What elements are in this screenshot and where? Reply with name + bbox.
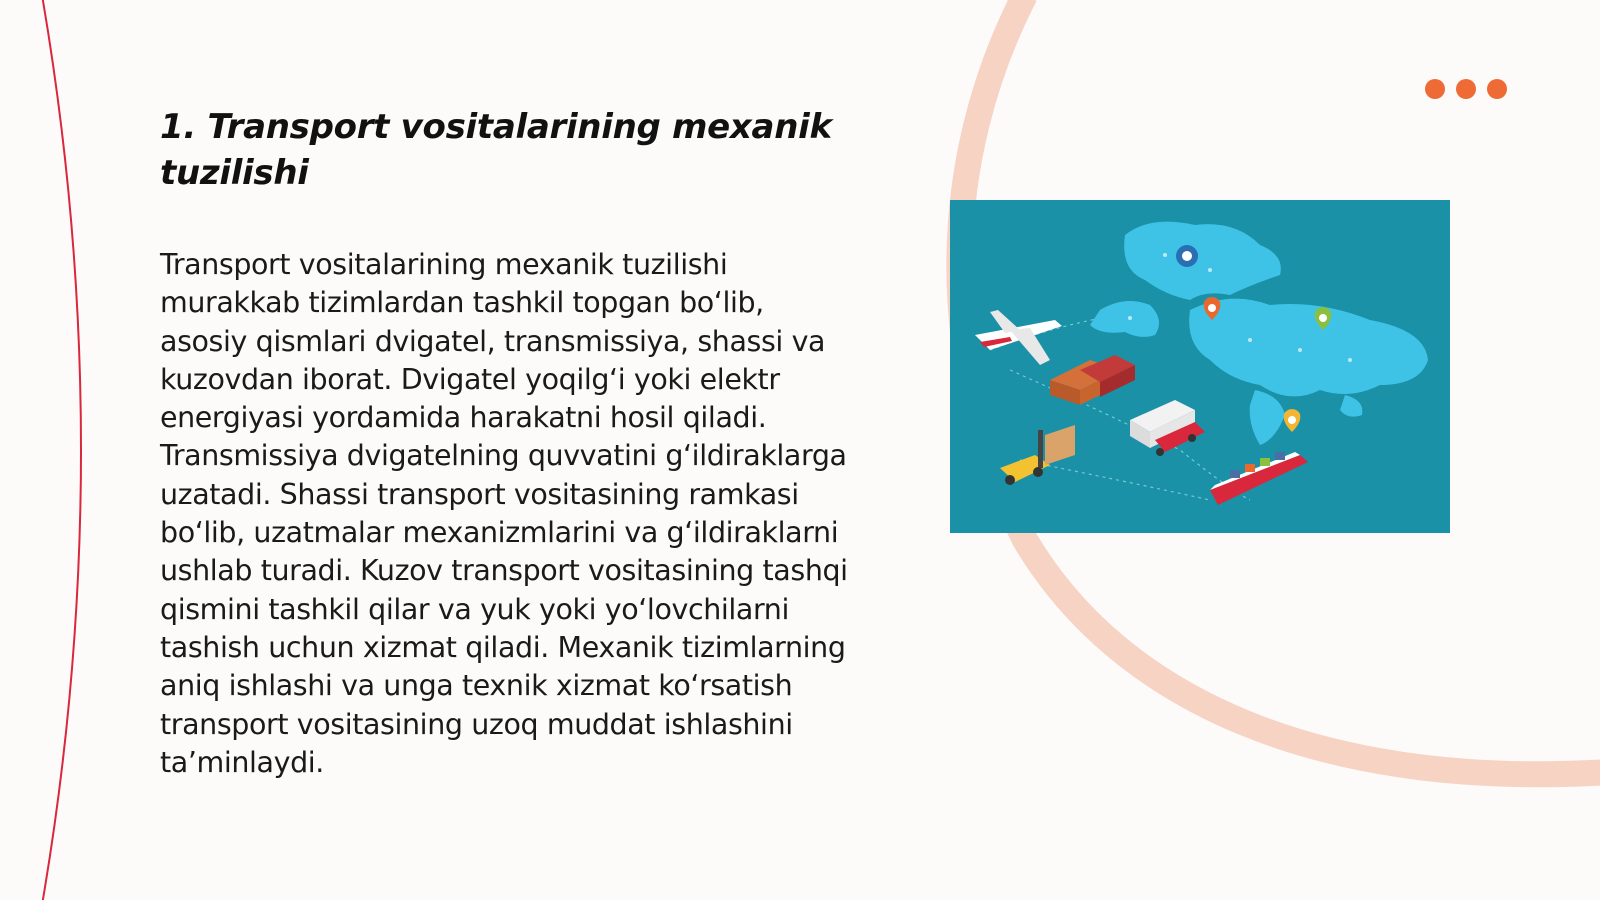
logistics-map-image [950,200,1450,533]
dot [1425,79,1445,99]
slide-title: 1. Transport vositalarining mexanik tuzilishi [160,107,832,193]
dot [1487,79,1507,99]
logistics-illustration [950,200,1450,533]
dot [1456,79,1476,99]
more-dots-icon [1425,79,1507,99]
slide-body-text: Transport vositalarining mexanik tuzilishi murakkab tizimlardan tashkil topgan bo‘lib, asosiy qismlari dvigatel, transmissiya, shassi va kuzovdan iborat. Dvigatel yoqilg‘i yoki elektr energiyasi yordamida harakatni hosil qiladi. Transmissiya dvigatelning quvvatini g‘ildiraklarga uzatadi. Shassi transport vositasining ramkasi bo‘lib, uzatmalar mexanizmlarini va g‘ildiraklarni ushlab turadi. Kuzov transport vositasining tashqi qismini tashkil qilar va yuk yoki yo‘lovchilarni tashish uchun xizmat qiladi. Mexanik tizimlarning aniq ishlashi va unga texnik xizmat ko‘rsatish transport vositasining uzoq muddat ishlashini ta’minlaydi. [160,248,848,779]
left-accent-line [42,0,81,900]
